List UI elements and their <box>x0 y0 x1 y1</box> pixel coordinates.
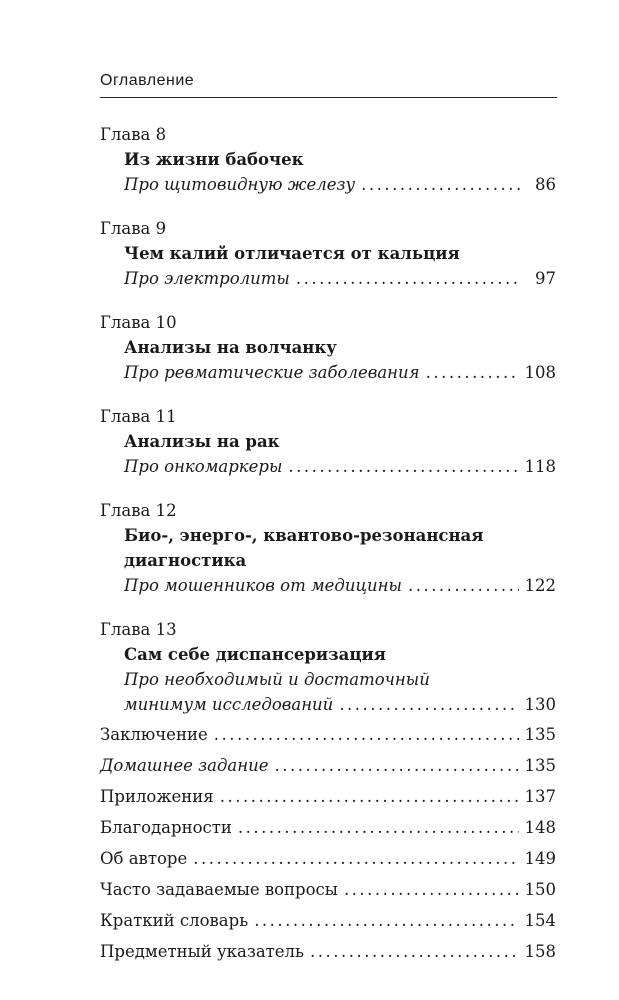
chapter-subtitle: Про ревматические заболевания <box>124 363 420 382</box>
chapter-title: Сам себе диспансеризация <box>124 645 386 664</box>
table-of-contents <box>100 122 556 970</box>
chapter-title: Анализы на волчанку <box>124 338 337 357</box>
toc-chapter-11[interactable] <box>100 404 556 479</box>
chapter-label: Глава 12 <box>100 501 177 520</box>
leader-dots <box>238 815 519 840</box>
chapter-title: Био-, энерго-, квантово-резонансная <box>124 526 484 545</box>
toc-chapter-10[interactable] <box>100 310 556 385</box>
chapter-title: Чем калий отличается от кальция <box>124 244 460 263</box>
toc-chapter-13[interactable] <box>100 617 556 717</box>
page-number: 135 <box>524 756 556 775</box>
toc-entry-index[interactable] <box>100 939 556 970</box>
leader-dots <box>408 573 519 598</box>
entry-label: Краткий словарь <box>100 911 249 930</box>
chapter-subtitle: Про электролиты <box>124 269 290 288</box>
toc-entry-glossary[interactable] <box>100 908 556 939</box>
page-number: 158 <box>524 942 556 961</box>
chapter-subtitle: Про щитовидную железу <box>124 175 356 194</box>
chapter-title: Из жизни бабочек <box>124 150 304 169</box>
leader-dots <box>220 784 519 809</box>
chapter-title-cont: диагностика <box>124 551 247 570</box>
toc-entry-homework[interactable] <box>100 753 556 784</box>
entry-label: Об авторе <box>100 849 188 868</box>
leader-dots <box>426 360 519 385</box>
chapter-label: Глава 13 <box>100 620 177 639</box>
leader-dots <box>296 266 522 291</box>
toc-chapter-12[interactable] <box>100 498 556 598</box>
page-number: 86 <box>535 175 556 194</box>
header-rule <box>100 97 557 98</box>
chapter-subtitle-row <box>100 360 556 385</box>
chapter-subtitle-row <box>100 172 556 197</box>
entry-label: Приложения <box>100 787 214 806</box>
toc-entry-faq[interactable] <box>100 877 556 908</box>
toc-entry-conclusion[interactable] <box>100 722 556 753</box>
chapter-subtitle-cont: минимум исследований <box>124 695 334 714</box>
page-number: 149 <box>524 849 556 868</box>
page-number: 135 <box>524 725 556 744</box>
page-number: 148 <box>524 818 556 837</box>
entry-label: Благодарности <box>100 818 232 837</box>
entry-label: Заключение <box>100 725 208 744</box>
chapter-subtitle-row <box>100 266 556 291</box>
chapter-label: Глава 11 <box>100 407 177 426</box>
chapter-label: Глава 9 <box>100 219 167 238</box>
toc-chapter-9[interactable] <box>100 216 556 291</box>
toc-chapter-8[interactable] <box>100 122 556 197</box>
chapter-subtitle-row <box>100 454 556 479</box>
page-header: Оглавление <box>100 72 195 89</box>
page-number: 137 <box>524 787 556 806</box>
page-number: 118 <box>524 457 556 476</box>
leader-dots <box>254 908 518 933</box>
leader-dots <box>344 877 519 902</box>
leader-dots <box>275 753 519 778</box>
chapter-subtitle-row <box>100 573 556 598</box>
chapter-title: Анализы на рак <box>124 432 280 451</box>
leader-dots <box>339 692 518 717</box>
toc-entry-about-author[interactable] <box>100 846 556 877</box>
chapter-label: Глава 8 <box>100 125 167 144</box>
leader-dots <box>214 722 519 747</box>
chapter-subtitle: Про мошенников от медицины <box>124 576 402 595</box>
toc-entry-appendices[interactable] <box>100 784 556 815</box>
page-number: 122 <box>524 576 556 595</box>
leader-dots <box>361 172 522 197</box>
chapter-label: Глава 10 <box>100 313 177 332</box>
page-number: 130 <box>524 695 556 714</box>
chapter-subtitle: Про онкомаркеры <box>124 457 283 476</box>
leader-dots <box>193 846 518 871</box>
page-number: 150 <box>524 880 556 899</box>
chapter-subtitle-row <box>100 692 556 717</box>
leader-dots <box>288 454 518 479</box>
page-number: 97 <box>535 269 556 288</box>
leader-dots <box>310 939 518 964</box>
entry-label: Часто задаваемые вопросы <box>100 880 338 899</box>
entry-label: Домашнее задание <box>100 756 269 775</box>
toc-entry-acknowledgements[interactable] <box>100 815 556 846</box>
page-number: 108 <box>524 363 556 382</box>
chapter-subtitle: Про необходимый и достаточный <box>124 670 430 689</box>
entry-label: Предметный указатель <box>100 942 305 961</box>
page-number: 154 <box>524 911 556 930</box>
